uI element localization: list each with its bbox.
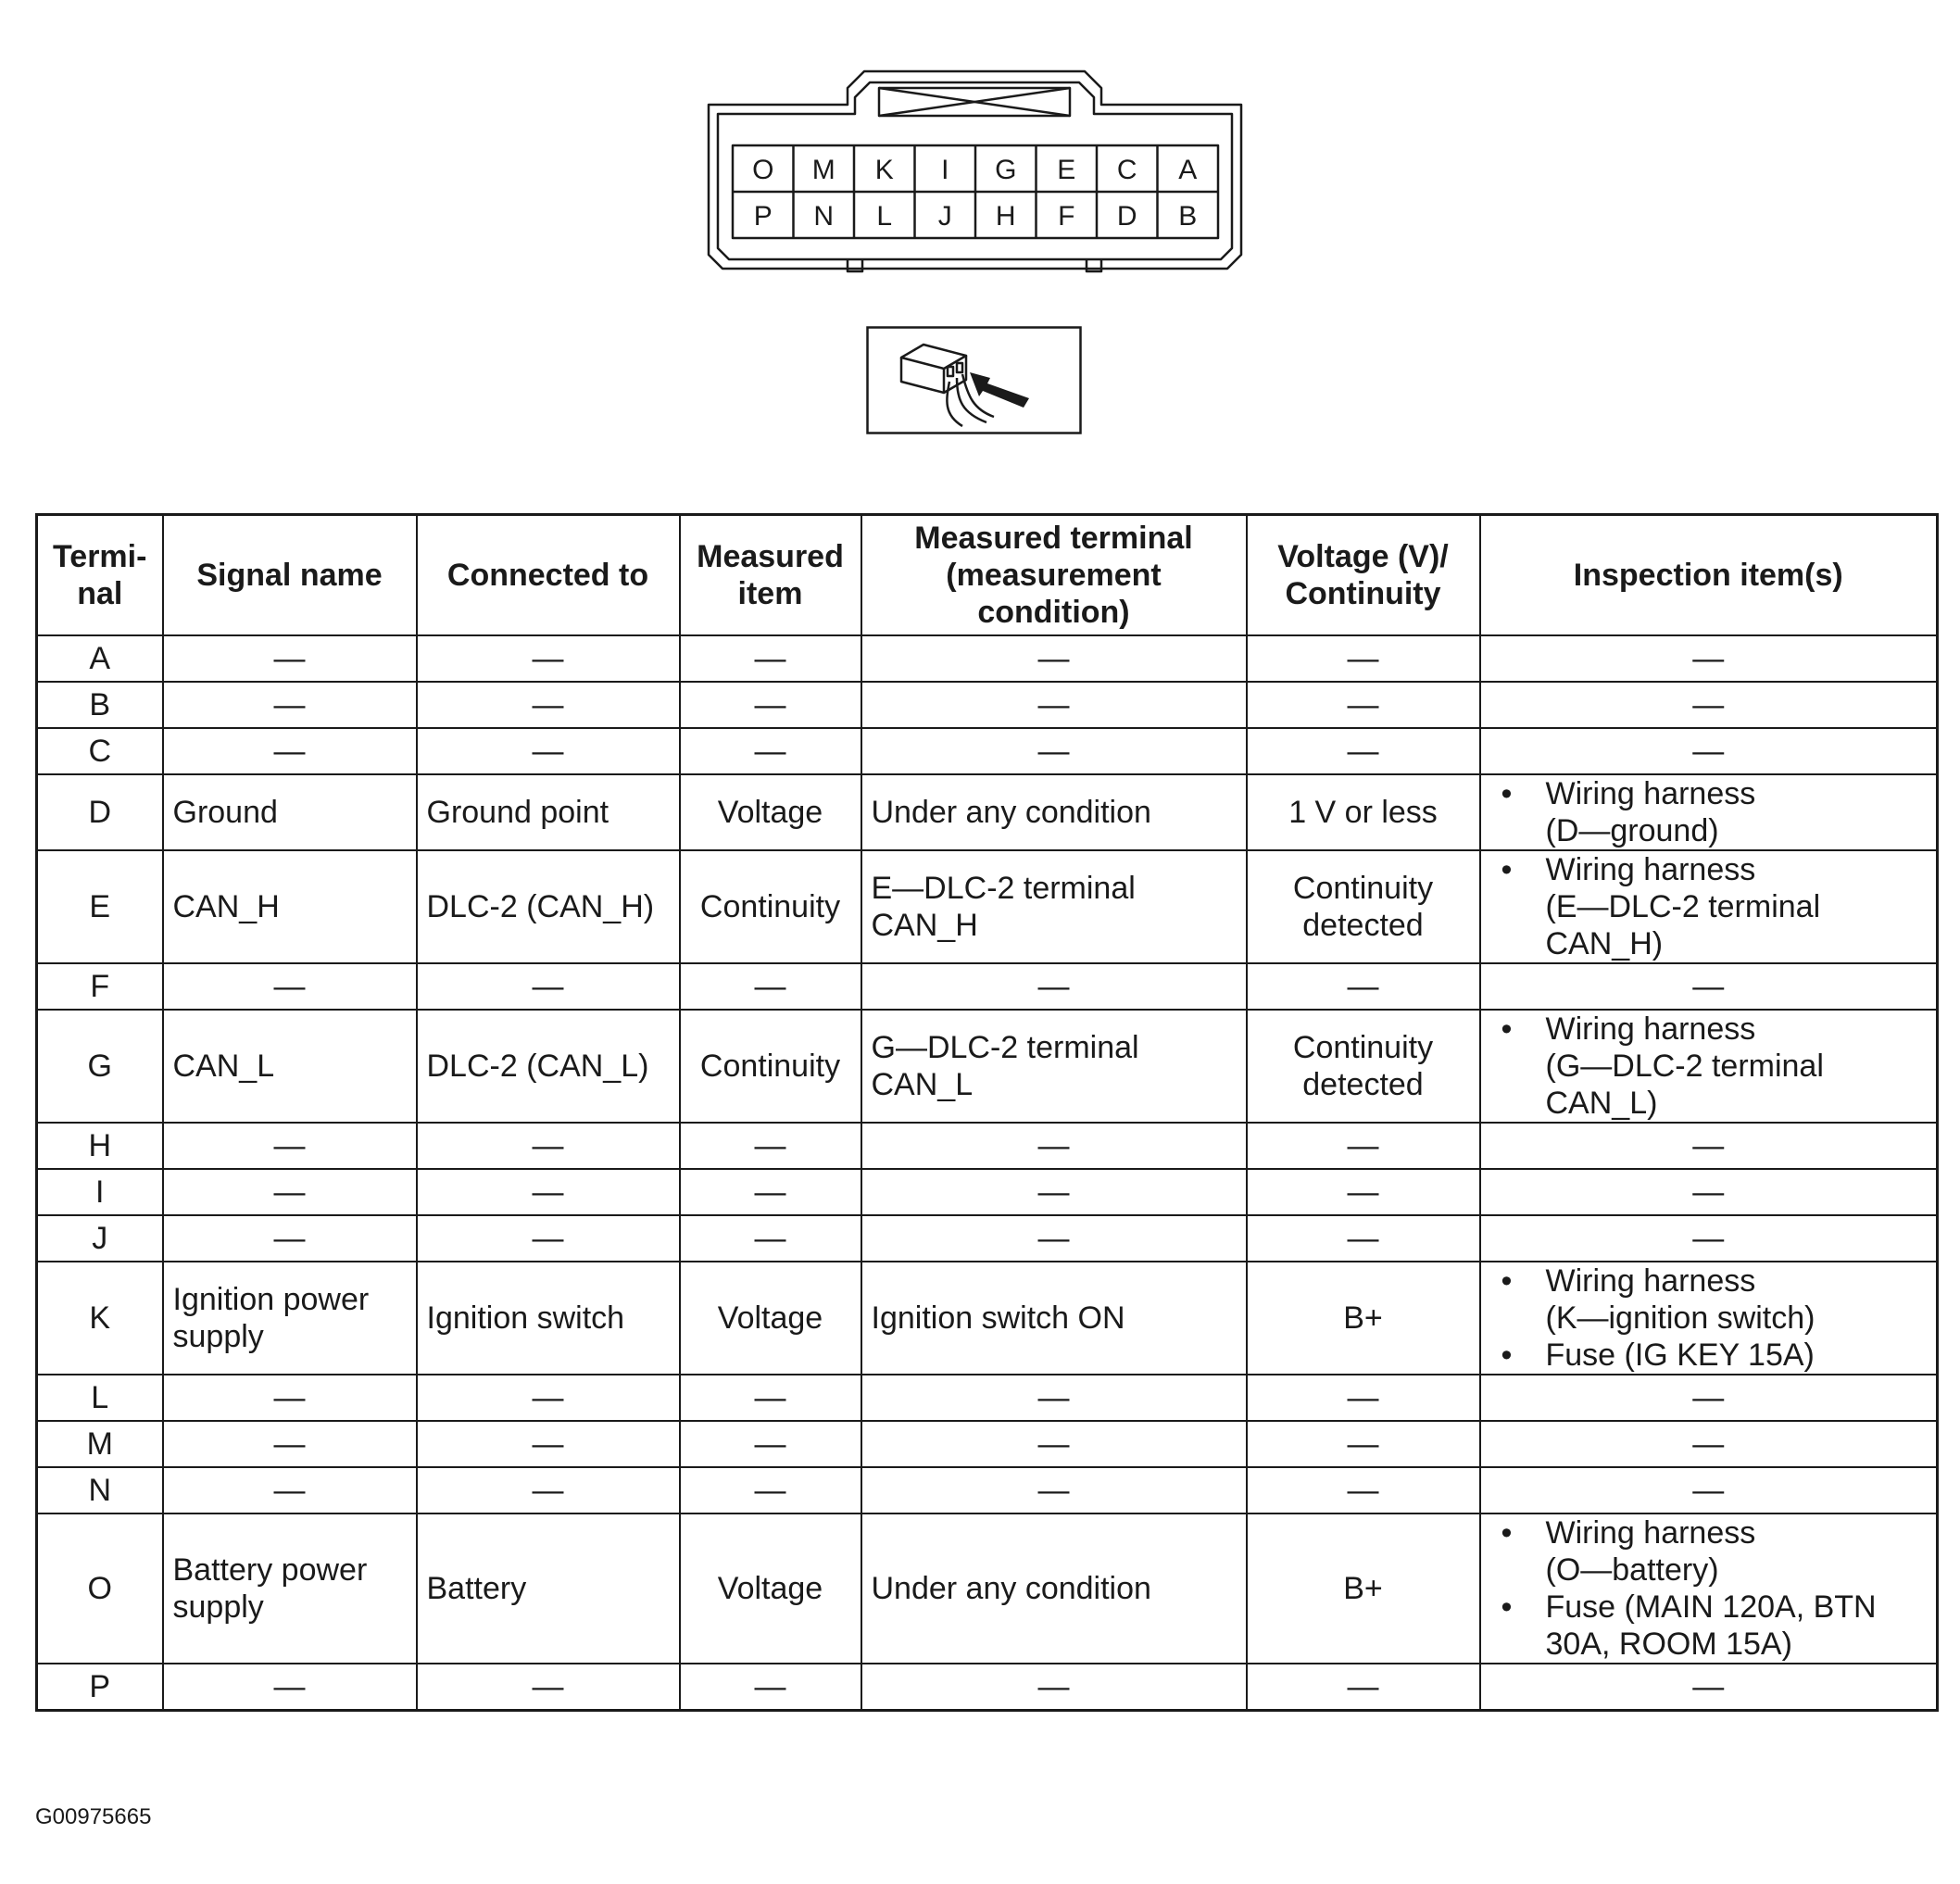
table-row xyxy=(37,774,1938,850)
cell-terminal: B xyxy=(37,682,163,728)
cell-measured-item: — xyxy=(680,1123,861,1169)
table-row xyxy=(37,1215,1938,1262)
cell-signal-name: — xyxy=(163,1421,417,1467)
pin-label: A xyxy=(1178,155,1198,185)
cell-voltage-continuity: — xyxy=(1247,1375,1480,1421)
cell-terminal: G xyxy=(37,1010,163,1123)
cell-inspection-items: — xyxy=(1480,963,1938,1010)
cell-measured-item: Voltage xyxy=(680,774,861,850)
cell-measured-terminal: — xyxy=(861,682,1247,728)
cell-connected-to: Ignition switch xyxy=(417,1262,680,1375)
cell-voltage-continuity: B+ xyxy=(1247,1513,1480,1664)
header-voltage-continuity: Voltage (V)/ Continuity xyxy=(1247,515,1480,636)
cell-terminal: O xyxy=(37,1513,163,1664)
cell-connected-to: — xyxy=(417,1421,680,1467)
cell-terminal: C xyxy=(37,728,163,774)
cell-terminal: E xyxy=(37,850,163,963)
inspection-item: • Fuse (IG KEY 15A) xyxy=(1498,1337,1928,1374)
cell-connected-to: — xyxy=(417,1664,680,1711)
cell-measured-item: Continuity xyxy=(680,850,861,963)
cell-measured-item: — xyxy=(680,963,861,1010)
cell-inspection-items xyxy=(1480,850,1938,963)
cell-terminal: L xyxy=(37,1375,163,1421)
cell-measured-item: — xyxy=(680,1421,861,1467)
header-signal-name: Signal name xyxy=(163,515,417,636)
header-connected-to: Connected to xyxy=(417,515,680,636)
cell-connected-to: DLC-2 (CAN_L) xyxy=(417,1010,680,1123)
table-row xyxy=(37,635,1938,682)
cell-voltage-continuity: — xyxy=(1247,963,1480,1010)
table-row xyxy=(37,728,1938,774)
cell-signal-name: CAN_L xyxy=(163,1010,417,1123)
pin-label: J xyxy=(937,201,952,232)
cell-inspection-items: — xyxy=(1480,728,1938,774)
pin-label: P xyxy=(753,201,773,232)
cell-measured-terminal: — xyxy=(861,1169,1247,1215)
table-header-row xyxy=(37,515,1938,636)
cell-connected-to: — xyxy=(417,635,680,682)
cell-inspection-items: — xyxy=(1480,1169,1938,1215)
pin-label: C xyxy=(1116,155,1137,185)
cell-measured-terminal: — xyxy=(861,1421,1247,1467)
cell-signal-name: — xyxy=(163,1215,417,1262)
cell-measured-item: — xyxy=(680,682,861,728)
pin-label: K xyxy=(874,155,894,185)
cell-terminal: J xyxy=(37,1215,163,1262)
pin-label: O xyxy=(752,155,774,185)
cell-measured-item: — xyxy=(680,635,861,682)
cell-voltage-continuity: — xyxy=(1247,1467,1480,1513)
pin-label: D xyxy=(1116,201,1137,232)
inspection-item: • Wiring harness (O—battery) xyxy=(1498,1514,1928,1589)
cell-measured-item: — xyxy=(680,1664,861,1711)
table-row xyxy=(37,1467,1938,1513)
cell-signal-name: CAN_H xyxy=(163,850,417,963)
inspection-list xyxy=(1498,851,1928,962)
cell-voltage-continuity: — xyxy=(1247,1664,1480,1711)
cell-measured-terminal: G—DLC-2 terminal CAN_L xyxy=(861,1010,1247,1123)
header-inspection-items: Inspection item(s) xyxy=(1480,515,1938,636)
cell-signal-name: — xyxy=(163,728,417,774)
cell-signal-name: — xyxy=(163,1123,417,1169)
cell-measured-terminal: — xyxy=(861,1467,1247,1513)
connector-face-diagram xyxy=(699,60,1250,283)
cell-connected-to: Battery xyxy=(417,1513,680,1664)
table-row xyxy=(37,963,1938,1010)
pin-label: F xyxy=(1058,201,1075,232)
cell-measured-terminal: E—DLC-2 terminal CAN_H xyxy=(861,850,1247,963)
table-row xyxy=(37,1375,1938,1421)
cell-measured-terminal: — xyxy=(861,635,1247,682)
cell-voltage-continuity: — xyxy=(1247,635,1480,682)
cell-connected-to: Ground point xyxy=(417,774,680,850)
cell-terminal: K xyxy=(37,1262,163,1375)
cell-inspection-items: — xyxy=(1480,635,1938,682)
cell-terminal: N xyxy=(37,1467,163,1513)
cell-inspection-items: — xyxy=(1480,1421,1938,1467)
cell-voltage-continuity: — xyxy=(1247,1215,1480,1262)
cell-measured-terminal: Under any condition xyxy=(861,1513,1247,1664)
cell-connected-to: — xyxy=(417,728,680,774)
cell-terminal: P xyxy=(37,1664,163,1711)
cell-voltage-continuity: — xyxy=(1247,682,1480,728)
cell-connected-to: — xyxy=(417,1123,680,1169)
inspection-item: • Wiring harness (G—DLC-2 terminal CAN_L) xyxy=(1498,1011,1928,1122)
cell-measured-terminal: — xyxy=(861,1215,1247,1262)
cell-measured-terminal: — xyxy=(861,1375,1247,1421)
cell-measured-item: — xyxy=(680,1215,861,1262)
header-measured-terminal: Measured terminal (measurement condition) xyxy=(861,515,1247,636)
figure-id: G00975665 xyxy=(35,1804,152,1829)
cell-terminal: F xyxy=(37,963,163,1010)
table-row xyxy=(37,1010,1938,1123)
cell-signal-name: Ground xyxy=(163,774,417,850)
cell-voltage-continuity: Continuity detected xyxy=(1247,1010,1480,1123)
cell-voltage-continuity: B+ xyxy=(1247,1262,1480,1375)
cell-inspection-items: — xyxy=(1480,1467,1938,1513)
cell-connected-to: — xyxy=(417,1467,680,1513)
cell-voltage-continuity: 1 V or less xyxy=(1247,774,1480,850)
pin-label: I xyxy=(941,155,949,185)
cell-voltage-continuity: — xyxy=(1247,1123,1480,1169)
terminal-inspection-table xyxy=(35,513,1939,1712)
table-row xyxy=(37,1421,1938,1467)
cell-signal-name: — xyxy=(163,682,417,728)
inspection-item: • Wiring harness (K—ignition switch) xyxy=(1498,1262,1928,1337)
table-row xyxy=(37,1262,1938,1375)
inspection-list xyxy=(1498,1011,1928,1122)
cell-voltage-continuity: — xyxy=(1247,1421,1480,1467)
table-row xyxy=(37,1513,1938,1664)
cell-terminal: D xyxy=(37,774,163,850)
cell-inspection-items xyxy=(1480,1010,1938,1123)
pin-label: H xyxy=(995,201,1016,232)
inspection-list xyxy=(1498,1262,1928,1374)
pin-label: N xyxy=(813,201,835,232)
cell-measured-terminal: — xyxy=(861,728,1247,774)
cell-signal-name: Ignition power supply xyxy=(163,1262,417,1375)
cell-voltage-continuity: — xyxy=(1247,728,1480,774)
cell-signal-name: — xyxy=(163,635,417,682)
cell-measured-item: — xyxy=(680,728,861,774)
cell-measured-item: Voltage xyxy=(680,1513,861,1664)
cell-measured-item: Continuity xyxy=(680,1010,861,1123)
cell-measured-item: Voltage xyxy=(680,1262,861,1375)
cell-voltage-continuity: — xyxy=(1247,1169,1480,1215)
cell-voltage-continuity: Continuity detected xyxy=(1247,850,1480,963)
cell-inspection-items xyxy=(1480,774,1938,850)
cell-inspection-items: — xyxy=(1480,1375,1938,1421)
inspection-list xyxy=(1498,775,1928,849)
cell-connected-to: DLC-2 (CAN_H) xyxy=(417,850,680,963)
table-row xyxy=(37,1123,1938,1169)
cell-inspection-items: — xyxy=(1480,1123,1938,1169)
cell-inspection-items: — xyxy=(1480,1664,1938,1711)
cell-inspection-items xyxy=(1480,1513,1938,1664)
cell-signal-name: — xyxy=(163,1169,417,1215)
inspection-item: • Fuse (MAIN 120A, BTN 30A, ROOM 15A) xyxy=(1498,1589,1928,1663)
cell-inspection-items: — xyxy=(1480,682,1938,728)
cell-connected-to: — xyxy=(417,963,680,1010)
pin-label: B xyxy=(1178,201,1198,232)
inspection-item: • Wiring harness (D—ground) xyxy=(1498,775,1928,849)
pin-label: E xyxy=(1057,155,1076,185)
header-terminal: Termi- nal xyxy=(37,515,163,636)
table-row xyxy=(37,1664,1938,1711)
cell-measured-terminal: — xyxy=(861,963,1247,1010)
cell-signal-name: — xyxy=(163,1375,417,1421)
pin-label: L xyxy=(876,201,893,232)
harness-side-view-icon xyxy=(866,326,1082,434)
cell-signal-name: — xyxy=(163,963,417,1010)
cell-measured-item: — xyxy=(680,1467,861,1513)
cell-connected-to: — xyxy=(417,682,680,728)
cell-measured-terminal: — xyxy=(861,1123,1247,1169)
cell-terminal: I xyxy=(37,1169,163,1215)
cell-measured-terminal: Ignition switch ON xyxy=(861,1262,1247,1375)
cell-inspection-items: — xyxy=(1480,1215,1938,1262)
table-row xyxy=(37,1169,1938,1215)
cell-signal-name: — xyxy=(163,1467,417,1513)
cell-measured-item: — xyxy=(680,1169,861,1215)
header-measured-item: Measured item xyxy=(680,515,861,636)
cell-signal-name: Battery power supply xyxy=(163,1513,417,1664)
cell-inspection-items xyxy=(1480,1262,1938,1375)
cell-measured-terminal: — xyxy=(861,1664,1247,1711)
table-row xyxy=(37,682,1938,728)
cell-terminal: M xyxy=(37,1421,163,1467)
cell-signal-name: — xyxy=(163,1664,417,1711)
cell-measured-item: — xyxy=(680,1375,861,1421)
cell-measured-terminal: Under any condition xyxy=(861,774,1247,850)
pin-label: G xyxy=(995,155,1017,185)
cell-connected-to: — xyxy=(417,1215,680,1262)
cell-terminal: A xyxy=(37,635,163,682)
cell-connected-to: — xyxy=(417,1375,680,1421)
inspection-list xyxy=(1498,1514,1928,1663)
cell-connected-to: — xyxy=(417,1169,680,1215)
inspection-item: • Wiring harness (E—DLC-2 terminal CAN_H) xyxy=(1498,851,1928,962)
table-row xyxy=(37,850,1938,963)
cell-terminal: H xyxy=(37,1123,163,1169)
pin-label: M xyxy=(811,155,836,185)
